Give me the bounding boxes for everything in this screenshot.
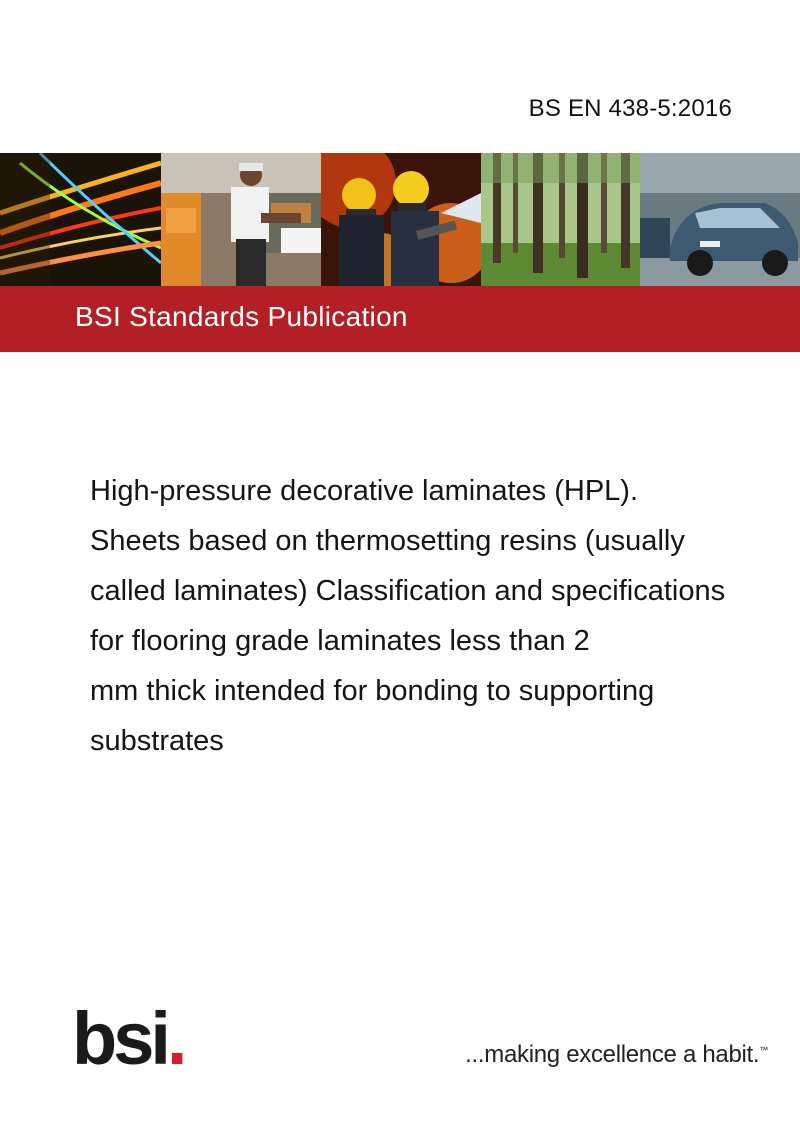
tagline [465, 1041, 768, 1069]
trademark-mark: ™ [759, 1045, 768, 1055]
publication-band [0, 286, 800, 352]
title-line: called laminates) Classification and specifications [90, 575, 726, 607]
title-line: Sheets based on thermosetting resins (usually [90, 525, 685, 557]
light-trails-image [0, 153, 161, 286]
logo-text: bsi [72, 997, 167, 1080]
title-line: for flooring grade laminates less than 2 [90, 625, 590, 657]
forest-image [481, 153, 640, 286]
bsi-logo [72, 997, 184, 1080]
title-line: substrates [90, 725, 224, 757]
publication-label: BSI Standards Publication [75, 301, 408, 332]
banner-image-strip [0, 153, 800, 286]
logo-dot: . [166, 997, 184, 1080]
tagline-text: ...making excellence a habit. [465, 1041, 760, 1068]
title-line: mm thick intended for bonding to supporting [90, 675, 655, 707]
factory-worker-image [161, 153, 321, 286]
firefighters-image [321, 153, 481, 286]
title-line: High-pressure decorative laminates (HPL). [90, 475, 638, 507]
document-title [90, 466, 790, 766]
standard-number: BS EN 438-5:2016 [528, 95, 732, 122]
car-assembly-image [640, 153, 800, 286]
